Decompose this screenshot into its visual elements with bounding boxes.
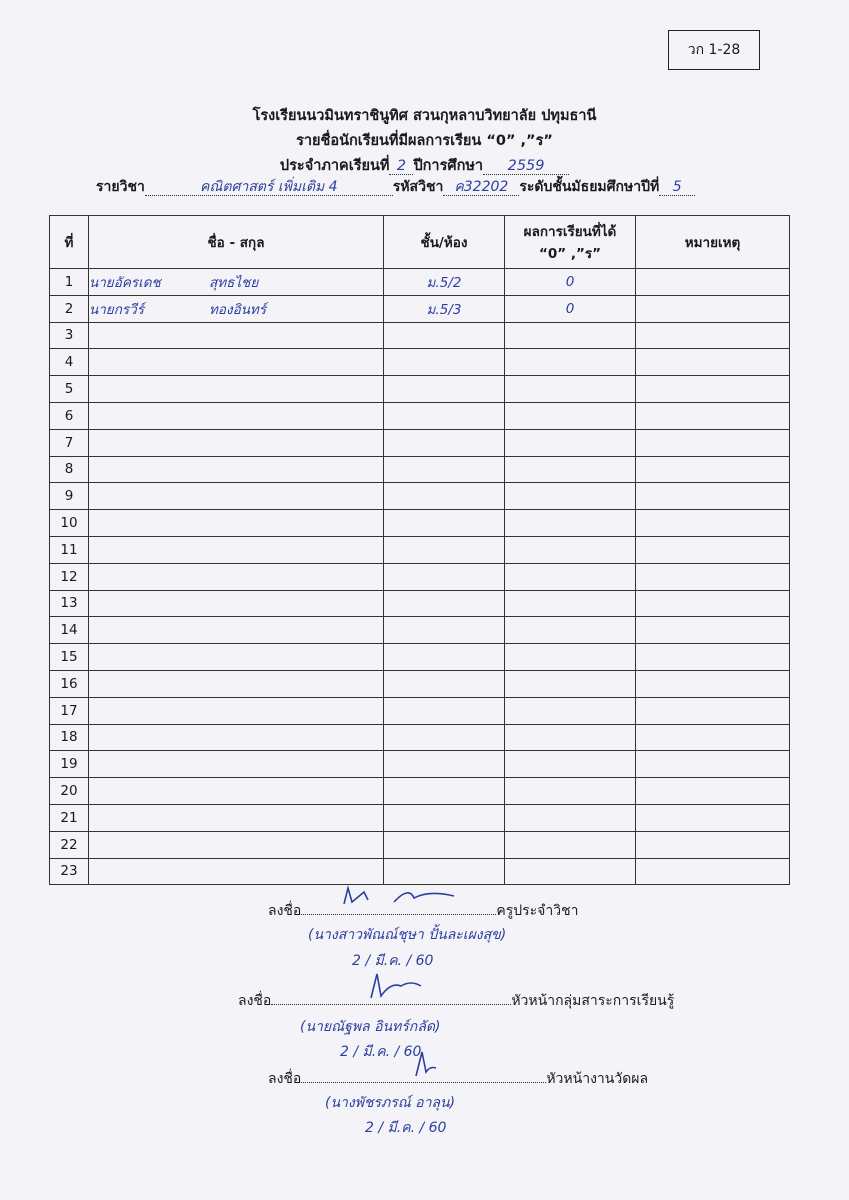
table-row [50,724,790,751]
student-name [89,429,384,456]
row-number: 5 [50,376,89,403]
subject-line [96,176,756,198]
dept-head-sign-label: ลงชื่อ [238,993,272,1009]
student-remark [636,644,790,671]
student-remark [636,724,790,751]
student-name [89,349,384,376]
student-grade [505,429,636,456]
student-grade [505,510,636,537]
code-value: ค32202 [443,179,519,196]
dept-head-signature [271,1004,511,1005]
student-grade [505,858,636,885]
subject-value: คณิตศาสตร์ เพิ่มเติม 4 [145,179,393,196]
document-code: วก 1-28 [687,42,741,58]
student-remark [636,751,790,778]
table-row [50,536,790,563]
student-grade [505,778,636,805]
teacher-signature [301,914,496,915]
student-remark [636,804,790,831]
table-row [50,456,790,483]
header-grade [505,216,636,269]
teacher-date: 2 / มี.ค. / 60 [352,953,434,969]
eval-head-name: (นางพัชรภรณ์ อาลุน) [325,1095,456,1111]
row-number: 22 [50,831,89,858]
row-number: 15 [50,644,89,671]
table-row [50,269,790,296]
student-remark [636,295,790,322]
student-table [49,215,790,885]
student-class [384,697,505,724]
dept-head-date: 2 / มี.ค. / 60 [340,1044,422,1060]
table-row [50,349,790,376]
table-row [50,483,790,510]
list-title: รายชื่อนักเรียนที่มีผลการเรียน “0” ,”ร” [296,133,553,149]
student-name [89,483,384,510]
student-remark [636,402,790,429]
student-grade [505,456,636,483]
student-name [89,804,384,831]
row-number: 11 [50,536,89,563]
student-remark [636,349,790,376]
row-number: 18 [50,724,89,751]
student-remark [636,778,790,805]
table-row [50,617,790,644]
student-name [89,402,384,429]
student-name [89,778,384,805]
student-remark [636,697,790,724]
student-class: ม.5/3 [384,295,505,322]
row-number: 17 [50,697,89,724]
student-grade: 0 [505,295,636,322]
student-name [89,644,384,671]
student-class [384,670,505,697]
school-name: โรงเรียนนวมินทราชินูทิศ สวนกุหลาบวิทยาลัย ปทุมธานี [252,108,597,124]
student-name [89,269,384,296]
student-grade [505,563,636,590]
student-name [89,376,384,403]
student-name [89,724,384,751]
student-name [89,858,384,885]
teacher-sign-line [268,900,578,922]
student-class [384,376,505,403]
student-class [384,831,505,858]
student-grade [505,831,636,858]
student-remark [636,269,790,296]
student-class [384,724,505,751]
student-grade [505,644,636,671]
table-row [50,376,790,403]
table-row [50,751,790,778]
dept-head-sign-line [238,990,674,1012]
student-grade [505,322,636,349]
dept-head-name: (นายณัฐพล อินทร์กลัด) [300,1019,441,1035]
student-class [384,590,505,617]
student-name [89,295,384,322]
student-grade [505,617,636,644]
header-remark: หมายเหตุ [636,216,790,269]
student-name [89,670,384,697]
student-remark [636,617,790,644]
table-row [50,429,790,456]
student-remark [636,590,790,617]
student-class [384,483,505,510]
student-class [384,563,505,590]
student-grade [505,536,636,563]
student-name [89,617,384,644]
semester-label: ประจำภาคเรียนที่ [279,158,390,174]
table-row [50,295,790,322]
row-number: 1 [50,269,89,296]
student-class [384,349,505,376]
table-row [50,670,790,697]
student-first-name: นายอัครเดช [89,274,161,291]
eval-head-role: หัวหน้างานวัดผล [546,1071,649,1087]
student-remark [636,670,790,697]
student-remark [636,831,790,858]
student-grade [505,724,636,751]
year-label: ปีการศึกษา [413,158,484,174]
student-name [89,456,384,483]
row-number: 3 [50,322,89,349]
student-remark [636,429,790,456]
student-remark [636,322,790,349]
student-grade [505,483,636,510]
student-class [384,617,505,644]
student-last-name: สุทธไชย [209,274,259,291]
table-row [50,563,790,590]
row-number: 16 [50,670,89,697]
row-number: 4 [50,349,89,376]
code-label: รหัสวิชา [392,179,444,195]
eval-head-date: 2 / มี.ค. / 60 [365,1120,447,1136]
student-remark [636,376,790,403]
teacher-role: ครูประจำวิชา [496,903,579,919]
row-number: 7 [50,429,89,456]
student-class [384,804,505,831]
student-class [384,510,505,537]
student-class [384,322,505,349]
student-grade: 0 [505,269,636,296]
student-remark [636,510,790,537]
header-grade-line2: “0” ,”ร” [539,246,601,262]
table-row [50,778,790,805]
table-row [50,322,790,349]
row-number: 21 [50,804,89,831]
student-remark [636,536,790,563]
table-row [50,858,790,885]
student-class [384,429,505,456]
semester-line [0,154,849,177]
student-name [89,697,384,724]
student-class [384,456,505,483]
student-remark [636,483,790,510]
header-grade-line1: ผลการเรียนที่ได้ [523,224,617,240]
row-number: 19 [50,751,89,778]
table-row [50,644,790,671]
eval-head-sign-label: ลงชื่อ [268,1071,302,1087]
eval-head-signature [301,1082,546,1083]
row-number: 12 [50,563,89,590]
student-grade [505,697,636,724]
student-name [89,536,384,563]
student-name [89,831,384,858]
student-grade [505,376,636,403]
student-name [89,590,384,617]
student-grade [505,751,636,778]
header-name: ชื่อ - สกุล [89,216,384,269]
row-number: 13 [50,590,89,617]
semester-value: 2 [389,158,413,175]
student-first-name: นายกรวีร์ [89,301,144,318]
table-row [50,590,790,617]
student-class [384,751,505,778]
level-value: 5 [659,179,695,196]
row-number: 23 [50,858,89,885]
row-number: 10 [50,510,89,537]
student-grade [505,804,636,831]
header-no: ที่ [50,216,89,269]
eval-head-sign-line [268,1068,648,1090]
table-row [50,831,790,858]
table-row [50,402,790,429]
year-value: 2559 [483,158,569,175]
row-number: 20 [50,778,89,805]
row-number: 2 [50,295,89,322]
table-row [50,697,790,724]
student-remark [636,456,790,483]
table-row [50,510,790,537]
table-row [50,804,790,831]
row-number: 9 [50,483,89,510]
subject-label: รายวิชา [96,179,145,195]
level-label: ระดับชั้นมัธยมศึกษาปีที่ [519,179,660,195]
student-name [89,751,384,778]
teacher-sign-label: ลงชื่อ [268,903,302,919]
student-name [89,322,384,349]
row-number: 8 [50,456,89,483]
student-name [89,510,384,537]
dept-head-role: หัวหน้ากลุ่มสาระการเรียนรู้ [511,993,675,1009]
student-grade [505,402,636,429]
row-number: 14 [50,617,89,644]
student-class: ม.5/2 [384,269,505,296]
student-class [384,402,505,429]
student-remark [636,563,790,590]
student-grade [505,590,636,617]
student-remark [636,858,790,885]
table-header-row [50,216,790,269]
document-code-box [668,30,760,70]
row-number: 6 [50,402,89,429]
header-class: ชั้น/ห้อง [384,216,505,269]
student-name [89,563,384,590]
student-last-name: ทองอินทร์ [209,301,267,318]
student-class [384,858,505,885]
student-class [384,536,505,563]
student-class [384,644,505,671]
student-class [384,778,505,805]
student-grade [505,349,636,376]
student-grade [505,670,636,697]
teacher-name: (นางสาวพัณณ์ชุษา ปั้นละเผงสุข) [308,927,507,943]
